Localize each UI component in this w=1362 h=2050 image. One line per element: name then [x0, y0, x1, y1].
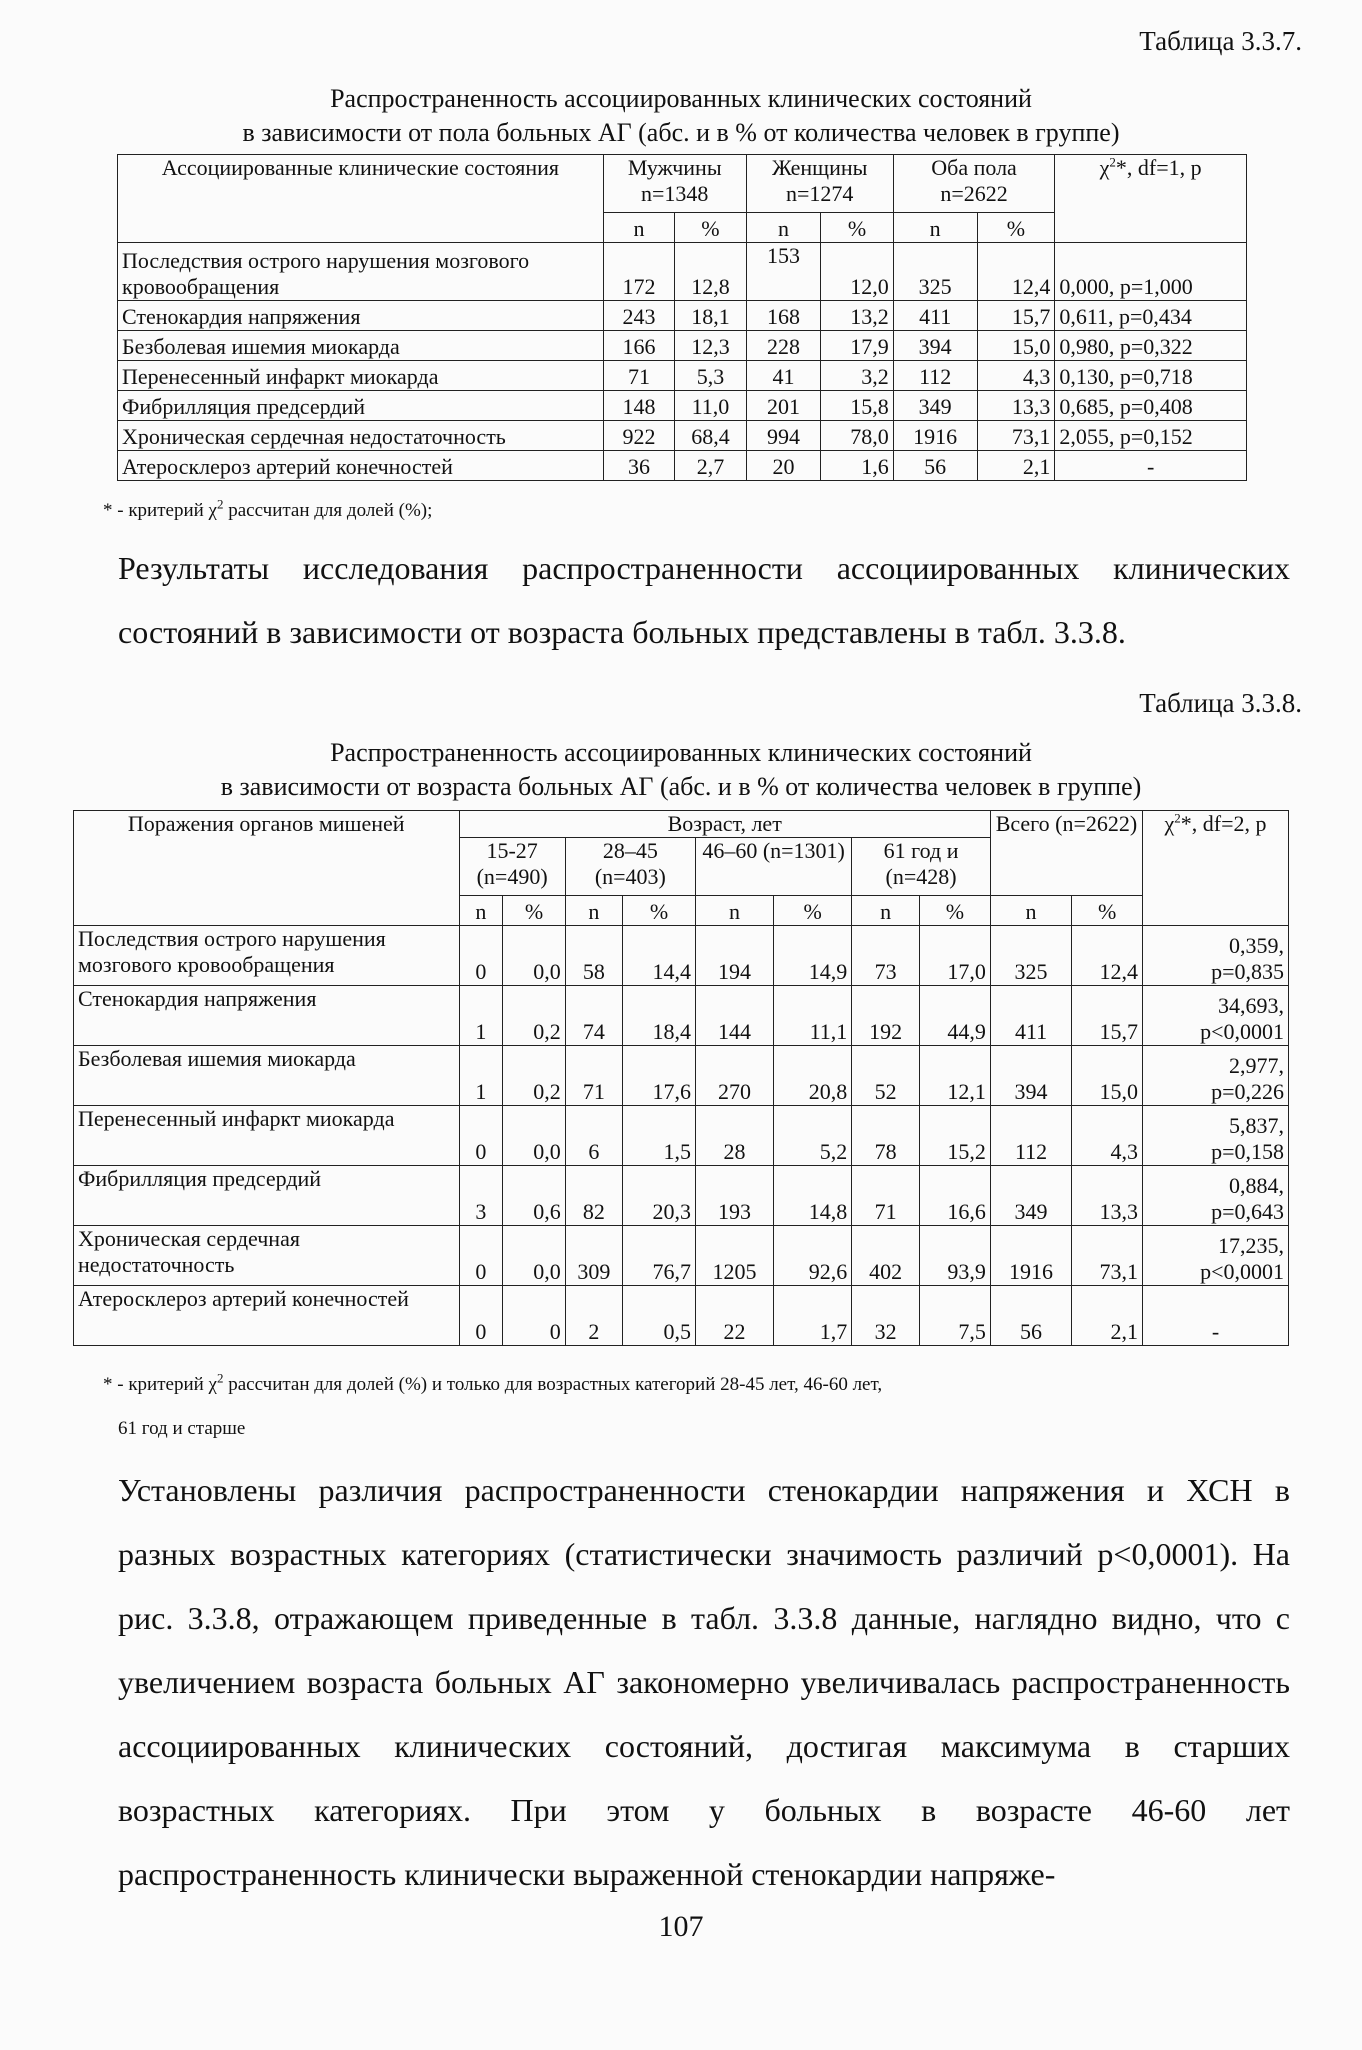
- cell-women-n: 168: [746, 301, 821, 331]
- cell-women-n: 41: [746, 361, 821, 391]
- table-footnote: * - критерий $\chi^2$ рассчитан для долей (%);: [103, 496, 433, 521]
- cell-men-pct: 2,7: [675, 451, 746, 481]
- cell-pct: 7,5: [919, 1286, 990, 1346]
- cell-n: 73: [852, 926, 920, 986]
- table-row: [118, 243, 1247, 301]
- cell-n: 1205: [695, 1226, 773, 1286]
- cell-n: 0: [459, 1226, 503, 1286]
- table-row: [118, 391, 1247, 421]
- body-paragraph: Результаты исследования распространенности ассоциированных клинических состояний в зависимости от возраста больных представлены в табл. 3.3.8.: [118, 550, 1290, 650]
- cell-chi: 0,000, p=1,000: [1055, 243, 1247, 301]
- cell-n: 74: [565, 986, 622, 1046]
- cell-chi: [1143, 986, 1289, 1046]
- cell-n: 309: [565, 1226, 622, 1286]
- cell-n: 3: [459, 1166, 503, 1226]
- cell-n: 112: [990, 1106, 1071, 1166]
- table-title-line2: в зависимости от возраста больных АГ (абс. и в % от количества человек в группе): [220, 772, 1142, 801]
- cell-both-pct: 2,1: [977, 451, 1055, 481]
- cell-women-pct: 17,9: [821, 331, 894, 361]
- cell-pct: 73,1: [1072, 1226, 1143, 1286]
- cell-pct: 17,6: [623, 1046, 696, 1106]
- table-row: [74, 926, 1289, 986]
- chi-value: 17,235,: [1218, 1233, 1284, 1258]
- cell-n: 192: [852, 986, 920, 1046]
- header-chi: $\chi^2*$, df=1, p: [1055, 155, 1247, 243]
- cell-n: 411: [990, 986, 1071, 1046]
- table-row: [118, 331, 1247, 361]
- cell-chi: -: [1055, 451, 1247, 481]
- cell-n: 2: [565, 1286, 622, 1346]
- cell-men-pct: 11,0: [675, 391, 746, 421]
- table-body: [74, 926, 1289, 1346]
- subheader-n: n: [459, 896, 503, 926]
- header-age-15-27: 15-27 (n=490): [459, 838, 565, 896]
- cell-pct: 15,7: [1072, 986, 1143, 1046]
- cell-women-n: 20: [746, 451, 821, 481]
- chi-value: 0,884,: [1229, 1173, 1284, 1198]
- cell-pct: 0,5: [623, 1286, 696, 1346]
- cell-pct: 0: [503, 1286, 566, 1346]
- header-age: Возраст, лет: [459, 811, 990, 838]
- cell-both-n: 1916: [893, 421, 977, 451]
- cell-women-n: 228: [746, 331, 821, 361]
- cell-women-pct: 1,6: [821, 451, 894, 481]
- cell-chi: 2,055, p=0,152: [1055, 421, 1247, 451]
- cell-n: 394: [990, 1046, 1071, 1106]
- cell-chi: 0,685, p=0,408: [1055, 391, 1247, 421]
- cell-n: 22: [695, 1286, 773, 1346]
- cell-men-pct: 5,3: [675, 361, 746, 391]
- table-row: [74, 1166, 1289, 1226]
- subheader-n: n: [893, 213, 977, 243]
- cell-women-n: 994: [746, 421, 821, 451]
- subheader-n: n: [852, 896, 920, 926]
- cell-pct: 0,0: [503, 926, 566, 986]
- p-value: p=0,643: [1211, 1199, 1284, 1224]
- cell-women-pct: 12,0: [821, 243, 894, 301]
- cell-both-pct: 73,1: [977, 421, 1055, 451]
- subheader-pct: %: [774, 896, 852, 926]
- condition-name: Атеросклероз артерий конечностей: [118, 451, 604, 481]
- cell-pct: 13,3: [1072, 1166, 1143, 1226]
- header-chi: $\chi^2*$, df=2, p: [1143, 811, 1289, 926]
- cell-n: 270: [695, 1046, 773, 1106]
- cell-n: 1916: [990, 1226, 1071, 1286]
- cell-men-n: 148: [603, 391, 674, 421]
- cell-n: 82: [565, 1166, 622, 1226]
- cell-n: 349: [990, 1166, 1071, 1226]
- cell-pct: 15,2: [919, 1106, 990, 1166]
- header-total: Всего (n=2622): [990, 811, 1142, 896]
- cell-women-pct: 78,0: [821, 421, 894, 451]
- cell-n: 32: [852, 1286, 920, 1346]
- cell-n: 194: [695, 926, 773, 986]
- table-row: [118, 361, 1247, 391]
- table-row: [74, 1226, 1289, 1286]
- cell-chi: [1143, 1226, 1289, 1286]
- table-row: [118, 451, 1247, 481]
- p-value: -: [1211, 1319, 1220, 1344]
- cell-pct: 0,0: [503, 1226, 566, 1286]
- cell-chi: [1143, 1166, 1289, 1226]
- cell-n: 58: [565, 926, 622, 986]
- cell-n: 71: [565, 1046, 622, 1106]
- cell-pct: 1,7: [774, 1286, 852, 1346]
- cell-pct: 2,1: [1072, 1286, 1143, 1346]
- cell-women-pct: 3,2: [821, 361, 894, 391]
- cell-n: 193: [695, 1166, 773, 1226]
- cell-chi: [1143, 926, 1289, 986]
- cell-n: 325: [990, 926, 1071, 986]
- cell-men-n: 922: [603, 421, 674, 451]
- cell-pct: 12,1: [919, 1046, 990, 1106]
- cell-pct: 11,1: [774, 986, 852, 1046]
- p-value: p<0,0001: [1200, 1259, 1284, 1284]
- cell-both-n: 349: [893, 391, 977, 421]
- cell-pct: 12,4: [1072, 926, 1143, 986]
- cell-n: 28: [695, 1106, 773, 1166]
- cell-men-pct: 12,8: [675, 243, 746, 301]
- subheader-n: n: [695, 896, 773, 926]
- cell-both-pct: 15,7: [977, 301, 1055, 331]
- cell-men-pct: 12,3: [675, 331, 746, 361]
- cell-pct: 20,3: [623, 1166, 696, 1226]
- cell-chi: [1143, 1286, 1289, 1346]
- condition-name: Перенесенный инфаркт миокарда: [118, 361, 604, 391]
- cell-pct: 14,9: [774, 926, 852, 986]
- cell-men-n: 243: [603, 301, 674, 331]
- cell-n: 1: [459, 986, 503, 1046]
- condition-name: Стенокардия напряжения: [118, 301, 604, 331]
- condition-name: Фибрилляция предсердий: [118, 391, 604, 421]
- table-footnote-line2: 61 год и старше: [118, 1418, 246, 1439]
- page-number: 107: [658, 1910, 704, 1943]
- cell-pct: 93,9: [919, 1226, 990, 1286]
- cell-men-n: 166: [603, 331, 674, 361]
- cell-women-n: 201: [746, 391, 821, 421]
- cell-n: 402: [852, 1226, 920, 1286]
- cell-n: 6: [565, 1106, 622, 1166]
- cell-pct: 0,0: [503, 1106, 566, 1166]
- table-row: [74, 1046, 1289, 1106]
- header-target: Поражения органов мишеней: [74, 811, 460, 926]
- p-value: p=0,835: [1211, 959, 1284, 984]
- header-condition: Ассоциированные клинические состояния: [118, 155, 604, 243]
- cell-n: 78: [852, 1106, 920, 1166]
- header-age-61: 61 год и (n=428): [852, 838, 991, 896]
- subheader-n: n: [746, 213, 821, 243]
- cell-chi: [1143, 1046, 1289, 1106]
- cell-pct: 44,9: [919, 986, 990, 1046]
- cell-pct: 5,2: [774, 1106, 852, 1166]
- cell-pct: 14,4: [623, 926, 696, 986]
- cell-men-n: 36: [603, 451, 674, 481]
- cell-pct: 16,6: [919, 1166, 990, 1226]
- cell-both-n: 325: [893, 243, 977, 301]
- table-row: [74, 986, 1289, 1046]
- table-3-3-8: [73, 810, 1289, 1346]
- organ-name: Фибрилляция предсердий: [74, 1166, 460, 1226]
- table-label: Таблица 3.3.8.: [1139, 688, 1302, 718]
- subheader-pct: %: [977, 213, 1055, 243]
- subheader-pct: %: [1072, 896, 1143, 926]
- cell-n: 0: [459, 1106, 503, 1166]
- cell-women-pct: 15,8: [821, 391, 894, 421]
- header-both: Оба пола n=2622: [893, 155, 1055, 213]
- cell-pct: 14,8: [774, 1166, 852, 1226]
- cell-pct: 15,0: [1072, 1046, 1143, 1106]
- cell-n: 0: [459, 926, 503, 986]
- cell-both-pct: 12,4: [977, 243, 1055, 301]
- cell-both-pct: 15,0: [977, 331, 1055, 361]
- organ-name: Атеросклероз артерий конечностей: [74, 1286, 460, 1346]
- organ-name: Перенесенный инфаркт миокарда: [74, 1106, 460, 1166]
- chi-value: 2,977,: [1229, 1053, 1284, 1078]
- p-value: p=0,226: [1211, 1079, 1284, 1104]
- header-women: Женщины n=1274: [746, 155, 893, 213]
- subheader-pct: %: [675, 213, 746, 243]
- p-value: p<0,0001: [1200, 1019, 1284, 1044]
- cell-pct: 76,7: [623, 1226, 696, 1286]
- cell-men-n: 172: [603, 243, 674, 301]
- subheader-pct: %: [503, 896, 566, 926]
- cell-pct: 0,6: [503, 1166, 566, 1226]
- organ-name: Хроническая сердечная недостаточность: [74, 1226, 460, 1286]
- cell-women-pct: 13,2: [821, 301, 894, 331]
- subheader-pct: %: [623, 896, 696, 926]
- table-3-3-7: [117, 154, 1247, 481]
- cell-pct: 20,8: [774, 1046, 852, 1106]
- cell-chi: 0,130, p=0,718: [1055, 361, 1247, 391]
- subheader-n: n: [990, 896, 1071, 926]
- subheader-pct: %: [821, 213, 894, 243]
- cell-n: 71: [852, 1166, 920, 1226]
- organ-name: Последствия острого нарушения мозгового кровообращения: [74, 926, 460, 986]
- cell-both-n: 56: [893, 451, 977, 481]
- table-row: [118, 301, 1247, 331]
- cell-both-n: 112: [893, 361, 977, 391]
- cell-pct: 1,5: [623, 1106, 696, 1166]
- chi-value: 5,837,: [1229, 1113, 1284, 1138]
- cell-men-n: 71: [603, 361, 674, 391]
- table-title-line2: в зависимости от пола больных АГ (абс. и в % от количества человек в группе): [242, 118, 1120, 147]
- cell-men-pct: 68,4: [675, 421, 746, 451]
- cell-both-n: 411: [893, 301, 977, 331]
- table-footnote: * - критерий $\chi^2$ рассчитан для долей (%) и только для возрастных категорий 28-45 лет, 46-60 лет,: [103, 1370, 883, 1395]
- chi-value: 34,693,: [1218, 993, 1284, 1018]
- cell-women-n: 153: [746, 243, 821, 301]
- cell-pct: 0,2: [503, 986, 566, 1046]
- cell-chi: 0,980, p=0,322: [1055, 331, 1247, 361]
- table-row: [74, 1286, 1289, 1346]
- cell-men-pct: 18,1: [675, 301, 746, 331]
- cell-n: 1: [459, 1046, 503, 1106]
- cell-n: 144: [695, 986, 773, 1046]
- cell-pct: 92,6: [774, 1226, 852, 1286]
- body-paragraph: Установлены различия распространенности стенокардии напряжения и ХСН в разных возрастных категориях (статистически значимость различий p<0,0001). На рис. 3.3.8, отражающем приведенные в табл. 3.3.8 данные, наглядно видно, что с увеличением возраста больных АГ закономерно увеличивалась распространенность ассоциированных клинических состояний, достигая максимума в старших возрастных категориях. При этом у больных в возрасте 46-60 лет распространенность клинически выраженной стенокардии напряже-: [118, 1472, 1290, 1892]
- cell-n: 56: [990, 1286, 1071, 1346]
- condition-name: Последствия острого нарушения мозгового кровообращения: [118, 243, 604, 301]
- p-value: p=0,158: [1211, 1139, 1284, 1164]
- table-row: [74, 1106, 1289, 1166]
- cell-pct: 0,2: [503, 1046, 566, 1106]
- chi-value: 0,359,: [1229, 933, 1284, 958]
- table-label: Таблица 3.3.7.: [1139, 26, 1302, 56]
- cell-chi: 0,611, p=0,434: [1055, 301, 1247, 331]
- cell-both-n: 394: [893, 331, 977, 361]
- cell-both-pct: 13,3: [977, 391, 1055, 421]
- organ-name: Безболевая ишемия миокарда: [74, 1046, 460, 1106]
- organ-name: Стенокардия напряжения: [74, 986, 460, 1046]
- table-row: [118, 421, 1247, 451]
- condition-name: Безболевая ишемия миокарда: [118, 331, 604, 361]
- cell-pct: 4,3: [1072, 1106, 1143, 1166]
- header-age-46-60: 46–60 (n=1301): [695, 838, 851, 896]
- cell-pct: 17,0: [919, 926, 990, 986]
- header-men: Мужчины n=1348: [603, 155, 746, 213]
- cell-pct: 18,4: [623, 986, 696, 1046]
- table-title-line1: Распространенность ассоциированных клинических состояний: [330, 738, 1032, 767]
- cell-n: 0: [459, 1286, 503, 1346]
- cell-both-pct: 4,3: [977, 361, 1055, 391]
- subheader-pct: %: [919, 896, 990, 926]
- table-title-line1: Распространенность ассоциированных клинических состояний: [330, 84, 1032, 113]
- subheader-n: n: [565, 896, 622, 926]
- cell-n: 52: [852, 1046, 920, 1106]
- subheader-n: n: [603, 213, 674, 243]
- header-age-28-45: 28–45 (n=403): [565, 838, 695, 896]
- cell-chi: [1143, 1106, 1289, 1166]
- condition-name: Хроническая сердечная недостаточность: [118, 421, 604, 451]
